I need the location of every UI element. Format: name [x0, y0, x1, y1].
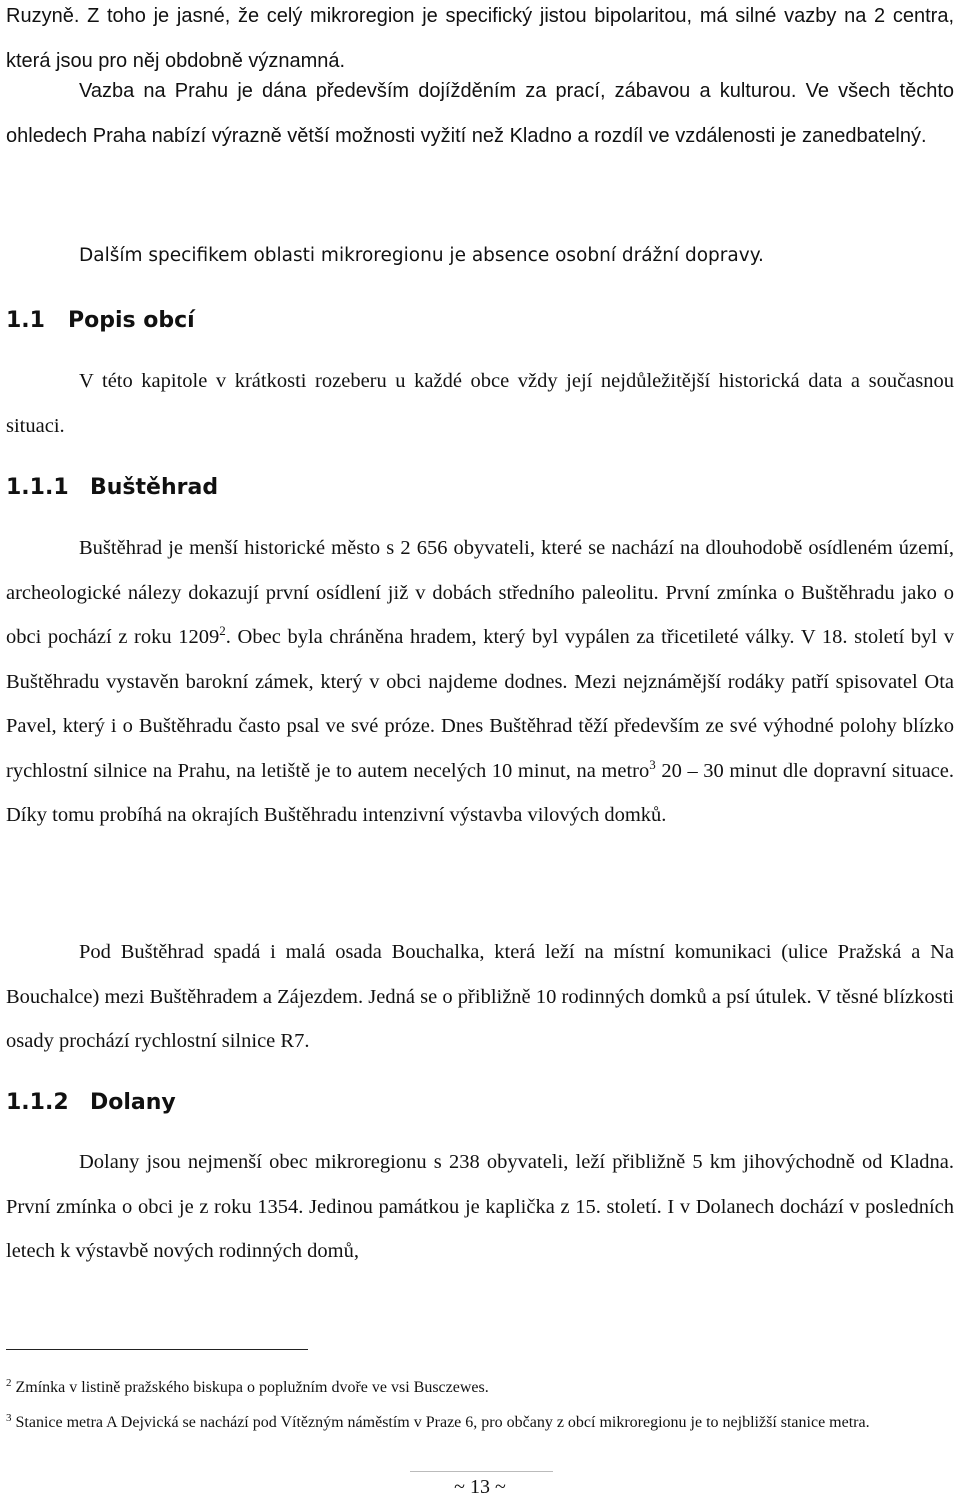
paragraph-bustehrad-2: Pod Buštěhrad spadá i malá osada Bouchalka, která leží na místní komunikaci (ulice Pražská a Na Bouchalce) mezi Buštěhradem a Zájezdem. Jedná se o přibližně 10 rodinných domků a psí útulek. V těsné blízkosti osady prochází rychlostní silnice R7.: [6, 941, 954, 1052]
heading-1-1: [6, 308, 195, 333]
paragraph-bustehrad-1: Buštěhrad je menší historické město s 2 656 obyvateli, které se nachází na dlouhodobě osídleném území, archeologické nálezy dokazují první osídlení již v dobách středního paleolitu. První zmínka o Buštěhradu jako o obci pochází z roku 1209$^2$. Obec byla chráněna hradem, který byl vypálen za třicetileté války. V 18. století byl v Buštěhradu vystavěn barokní zámek, který v obci najdeme dodnes. Mezi nejznámější rodáky patří spisovatel Ota Pavel, který i o Buštěhradu často psal ve své próze. Dnes Buštěhrad těží především ze své výhodné polohy blízko rychlostní silnice na Prahu, na letiště je to autem necelých 10 minut, na metro$^3$ 20 – 30 minut dle dopravní situace. Díky tomu probíhá na okrajích Buštěhradu intenzivní výstavba vilových domků.: [6, 537, 955, 826]
footer-separator: [410, 1471, 553, 1472]
heading-1-1-1: [6, 475, 218, 500]
heading-title: Dolany: [90, 1090, 176, 1115]
footnote-ref[interactable]: 2: [219, 623, 226, 638]
paragraph-intro-1: Ruzyně. Z toho je jasné, že celý mikroregion je specifický jistou bipolaritou, má silné vazby na 2 centra, která jsou pro něj obdobně významná.: [6, 5, 954, 72]
paragraph-intro-2: Vazba na Prahu je dána především dojížděním za prací, zábavou a kulturou. Ve všech těchto ohledech Praha nabízí výrazně větší možnosti vyžití než Kladno a rozdíl ve vzdálenosti je zanedbatelný.: [6, 80, 954, 147]
paragraph-dolany-1: Dolany jsou nejmenší obec mikroregionu s 238 obyvateli, leží přibližně 5 km jihovýchodně od Kladna. První zmínka o obci je z roku 1354. Jedinou památkou je kaplička z 15. století. I v Dolanech dochází v posledních letech k výstavbě nových rodinných domů,: [6, 1151, 954, 1262]
footnote-ref[interactable]: 3: [649, 756, 656, 772]
footnote-3: $^3$ Stanice metra A Dejvická se nachází pod Vítězným náměstím v Praze 6, pro občany z obcí mikroregionu je to nejbližší stanice metra.: [6, 1412, 870, 1431]
heading-title: Popis obcí: [68, 308, 195, 333]
heading-number: 1.1: [6, 308, 45, 333]
paragraph-intro-3: Dalším specifikem oblasti mikroregionu je absence osobní drážní dopravy.: [79, 245, 764, 266]
footnote-2: $^2$ Zmínka v listině pražského biskupa o poplužním dvoře ve vsi Busczewes.: [6, 1377, 489, 1396]
page-number: ~ 13 ~: [454, 1476, 506, 1498]
footnote-separator: [6, 1349, 308, 1350]
heading-number: 1.1.1: [6, 475, 69, 500]
heading-title: Buštěhrad: [90, 475, 219, 500]
paragraph-chapter-intro: V této kapitole v krátkosti rozeberu u každé obce vždy její nejdůležitější historická data a současnou situaci.: [6, 370, 954, 437]
heading-1-1-2: [6, 1090, 176, 1115]
heading-number: 1.1.2: [6, 1090, 69, 1115]
